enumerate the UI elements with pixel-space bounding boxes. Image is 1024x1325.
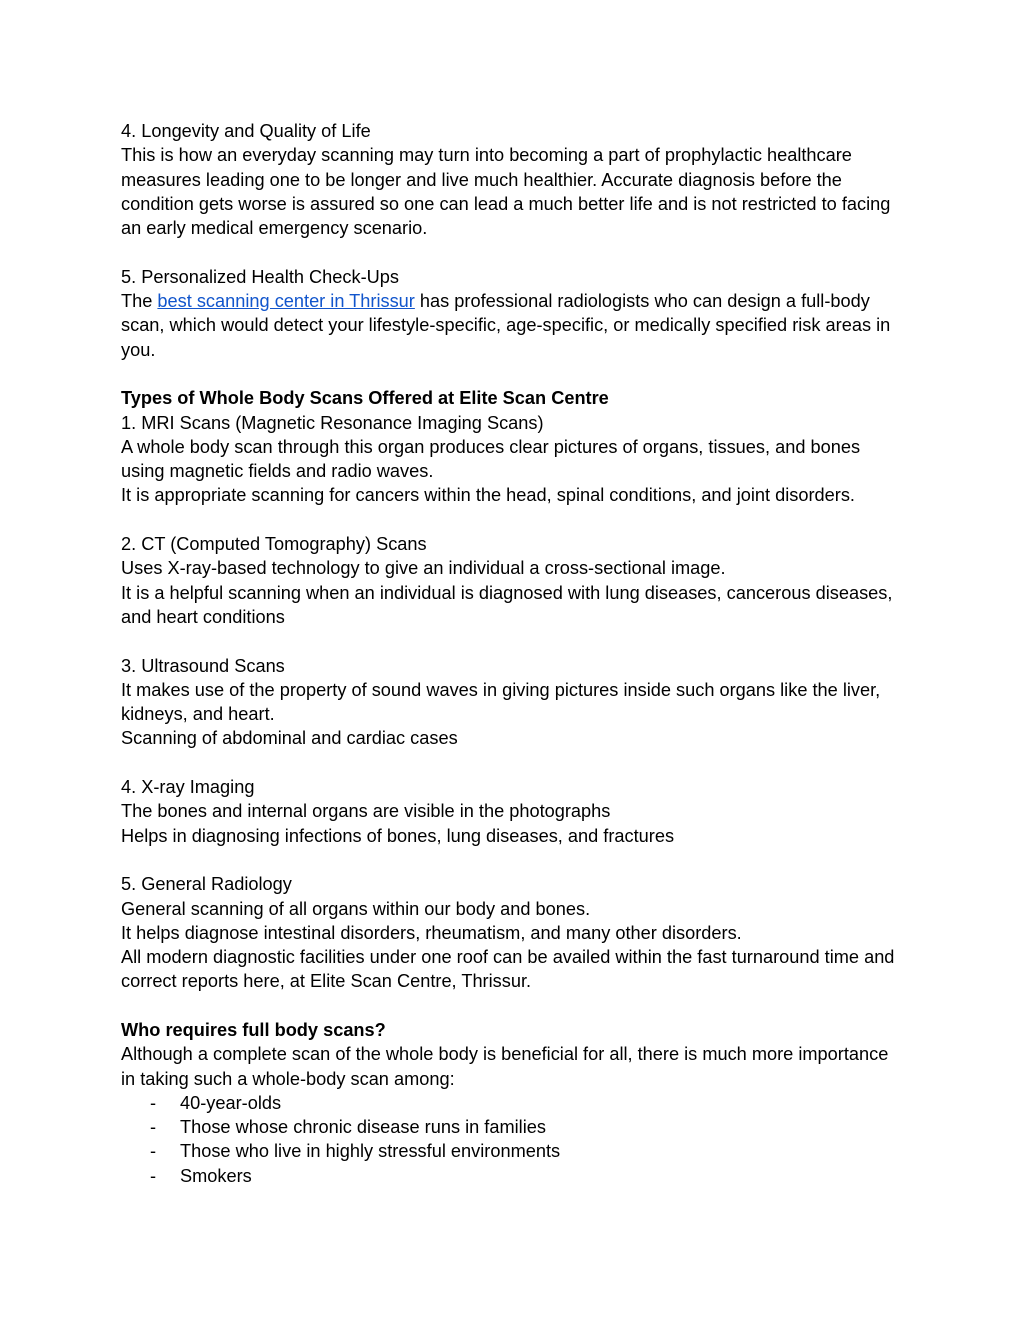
bullet-dash: - (150, 1092, 157, 1113)
longevity-heading: 4. Longevity and Quality of Life (121, 121, 371, 141)
paragraph-gap (121, 994, 911, 1018)
document-page (121, 119, 911, 1188)
radiology-line: correct reports here, at Elite Scan Centre, Thrissur. (121, 971, 532, 992)
ct-line: and heart conditions (121, 606, 285, 627)
ct-heading: 2. CT (Computed Tomography) Scans (121, 534, 427, 555)
list-item (121, 1115, 911, 1139)
personalized-line: scan, which would detect your lifestyle-specific, age-specific, or medically specified risk areas in (121, 315, 891, 336)
longevity-line: This is how an everyday scanning may turn into becoming a part of prophylactic healthcare (121, 145, 852, 166)
paragraph-gap (121, 240, 911, 264)
list-item-text: Those who live in highly stressful environments (180, 1141, 561, 1162)
paragraph-gap (121, 508, 911, 532)
types-heading: Types of Whole Body Scans Offered at Elite Scan Centre (121, 388, 609, 409)
list-item-text: Those whose chronic disease runs in families (180, 1117, 546, 1138)
mri-line: It is appropriate scanning for cancers within the head, spinal conditions, and joint disorders. (121, 485, 855, 506)
who-line: Although a complete scan of the whole body is beneficial for all, there is much more importance (121, 1044, 889, 1065)
bullet-dash: - (150, 1165, 157, 1186)
xray-line: Helps in diagnosing infections of bones, lung diseases, and fractures (121, 825, 675, 846)
scanning-center-link[interactable]: best scanning center in Thrissur (157, 291, 415, 312)
ultrasound-line: kidneys, and heart. (121, 704, 275, 725)
radiology-line: All modern diagnostic facilities under one roof can be availed within the fast turnaround time and (121, 947, 895, 968)
ultrasound-line: It makes use of the property of sound waves in giving pictures inside such organs like the liver, (121, 679, 881, 700)
paragraph-gap (121, 751, 911, 775)
paragraph-gap (121, 629, 911, 653)
mri-line: using magnetic fields and radio waves. (121, 461, 434, 482)
who-bullet-list (121, 1091, 911, 1188)
longevity-line: condition gets worse is assured so one can lead a much better life and is not restricted to facing (121, 193, 891, 214)
radiology-heading: 5. General Radiology (121, 874, 292, 895)
personalized-line-suffix: has professional radiologists who can design a full-body (414, 291, 870, 312)
longevity-line: an early medical emergency scenario. (121, 218, 428, 239)
personalized-line-prefix: The (121, 291, 158, 312)
ct-line: It is a helpful scanning when an individual is diagnosed with lung diseases, cancerous diseases, (121, 582, 893, 603)
list-item-text: Smokers (180, 1165, 252, 1186)
paragraph-gap (121, 848, 911, 872)
bullet-dash: - (150, 1141, 157, 1162)
radiology-line: General scanning of all organs within our body and bones. (121, 898, 591, 919)
ct-line: Uses X-ray-based technology to give an individual a cross-sectional image. (121, 558, 726, 579)
list-item-text: 40-year-olds (180, 1092, 282, 1113)
xray-line: The bones and internal organs are visible in the photographs (121, 801, 611, 822)
who-line: in taking such a whole-body scan among: (121, 1068, 455, 1089)
personalized-line: you. (121, 339, 156, 360)
personalized-heading: 5. Personalized Health Check-Ups (121, 266, 399, 287)
xray-heading: 4. X-ray Imaging (121, 777, 255, 798)
personalized-line (121, 289, 911, 313)
who-heading: Who requires full body scans? (121, 1019, 386, 1040)
list-item (121, 1139, 911, 1163)
radiology-line: It helps diagnose intestinal disorders, rheumatism, and many other disorders. (121, 922, 742, 943)
longevity-line: measures leading one to be longer and live much healthier. Accurate diagnosis before the (121, 169, 842, 190)
bullet-dash: - (150, 1117, 157, 1138)
list-item (121, 1091, 911, 1115)
ultrasound-line: Scanning of abdominal and cardiac cases (121, 728, 458, 749)
ultrasound-heading: 3. Ultrasound Scans (121, 655, 285, 676)
mri-line: A whole body scan through this organ produces clear pictures of organs, tissues, and bones (121, 436, 861, 457)
paragraph-gap (121, 362, 911, 386)
list-item (121, 1164, 911, 1188)
mri-heading: 1. MRI Scans (Magnetic Resonance Imaging Scans) (121, 412, 544, 433)
